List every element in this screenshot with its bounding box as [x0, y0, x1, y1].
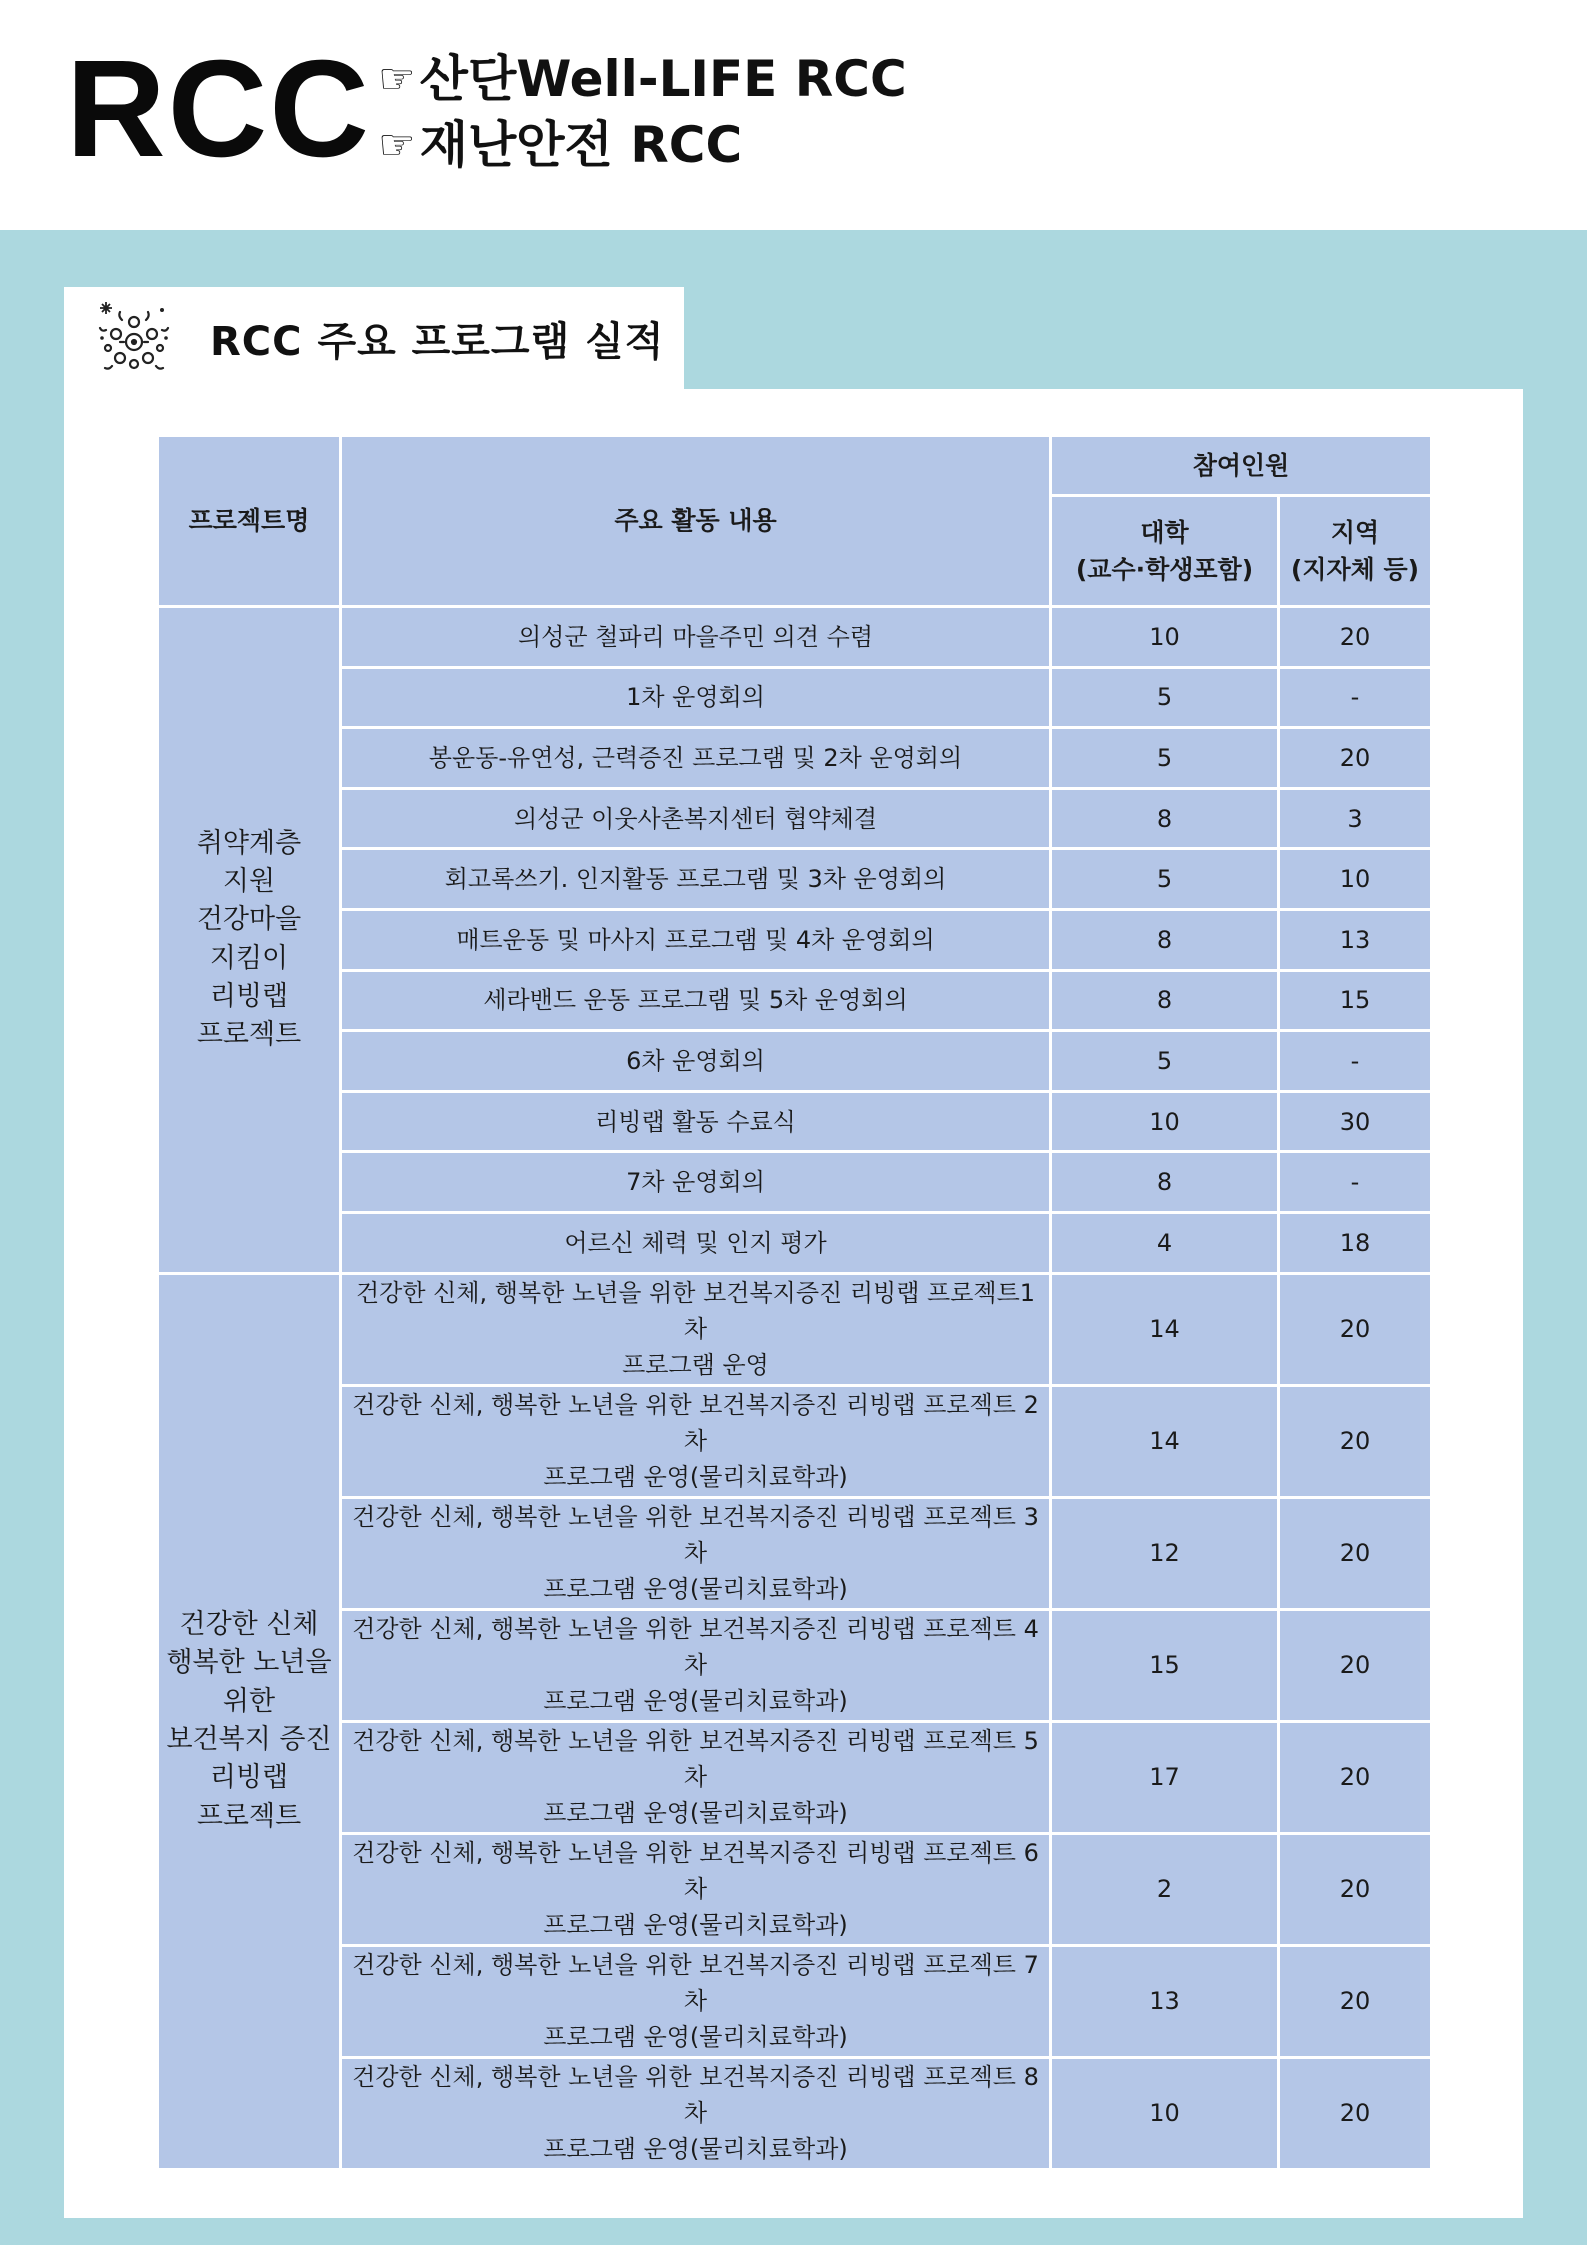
activity-cell: 매트운동 및 마사지 프로그램 및 4차 운영회의 [341, 909, 1051, 970]
table-row [158, 788, 1432, 849]
project-name-line: 보건복지 증진 [166, 1724, 332, 1756]
region-count-cell: 20 [1279, 607, 1432, 668]
table-row [158, 1497, 1432, 1609]
region-count-cell: 18 [1279, 1212, 1432, 1273]
region-count-cell: 20 [1279, 1497, 1432, 1609]
header-participants: 참여인원 [1051, 436, 1432, 496]
university-count-cell: 4 [1051, 1212, 1279, 1273]
university-count-cell: 5 [1051, 728, 1279, 789]
link-disaster-safety-rcc[interactable] [378, 112, 907, 178]
header-region-line1: 지역 [1330, 517, 1380, 547]
link-label: 재난안전 RCC [419, 116, 743, 174]
activity-cell [341, 1833, 1051, 1945]
section-tab [64, 287, 684, 389]
university-count-cell: 8 [1051, 1152, 1279, 1213]
region-count-cell: 15 [1279, 970, 1432, 1031]
activity-cell [341, 1273, 1051, 1385]
activity-line: 프로그램 운영(물리치료학과) [543, 1463, 848, 1492]
university-count-cell: 13 [1051, 1945, 1279, 2057]
activity-cell: 1차 운영회의 [341, 667, 1051, 728]
table-row [158, 1031, 1432, 1092]
activity-cell [341, 2057, 1051, 2169]
activity-line: 건강한 신체, 행복한 노년을 위한 보건복지증진 리빙랩 프로젝트 6차 [352, 1839, 1039, 1904]
header-activity: 주요 활동 내용 [341, 436, 1051, 607]
activity-cell: 의성군 철파리 마을주민 의견 수렴 [341, 607, 1051, 668]
university-count-cell: 10 [1051, 607, 1279, 668]
project-name-line: 행복한 노년을 [166, 1647, 332, 1679]
activity-line: 프로그램 운영(물리치료학과) [543, 1911, 848, 1940]
project-name-line: 리빙랩 [209, 1762, 289, 1794]
project-name-cell [158, 607, 341, 1274]
university-count-cell: 12 [1051, 1497, 1279, 1609]
region-count-cell: 10 [1279, 849, 1432, 910]
virus-icon [94, 298, 174, 378]
university-count-cell: 14 [1051, 1385, 1279, 1497]
table-row [158, 1212, 1432, 1273]
pointing-hand-icon: ☞ [378, 54, 416, 103]
header-university-line1: 대학 [1140, 517, 1189, 547]
activity-cell: 리빙랩 활동 수료식 [341, 1091, 1051, 1152]
table-row [158, 970, 1432, 1031]
university-count-cell: 15 [1051, 1609, 1279, 1721]
activity-line: 프로그램 운영(물리치료학과) [543, 2135, 848, 2164]
activity-cell: 봉운동-유연성, 근력증진 프로그램 및 2차 운영회의 [341, 728, 1051, 789]
activity-line: 건강한 신체, 행복한 노년을 위한 보건복지증진 리빙랩 프로젝트 7차 [352, 1951, 1039, 2016]
university-count-cell: 5 [1051, 667, 1279, 728]
activity-line: 프로그램 운영 [622, 1351, 769, 1380]
region-count-cell: 13 [1279, 909, 1432, 970]
activity-line: 프로그램 운영(물리치료학과) [543, 1799, 848, 1828]
activity-cell [341, 1721, 1051, 1833]
activity-cell: 6차 운영회의 [341, 1031, 1051, 1092]
table-row [158, 1721, 1432, 1833]
activity-cell: 세라밴드 운동 프로그램 및 5차 운영회의 [341, 970, 1051, 1031]
header-university-line2: (교수·학생포함) [1075, 555, 1254, 584]
region-count-cell: 20 [1279, 1609, 1432, 1721]
pointing-hand-icon: ☞ [378, 120, 416, 169]
table-row [158, 1273, 1432, 1385]
page-header [0, 0, 1587, 230]
activity-line: 건강한 신체, 행복한 노년을 위한 보건복지증진 리빙랩 프로젝트 2차 [352, 1391, 1039, 1456]
section-title: RCC 주요 프로그램 실적 [210, 318, 665, 365]
table-row [158, 909, 1432, 970]
university-count-cell: 8 [1051, 970, 1279, 1031]
university-count-cell: 5 [1051, 849, 1279, 910]
table-row [158, 1091, 1432, 1152]
region-count-cell: 3 [1279, 788, 1432, 849]
table-row [158, 1945, 1432, 2057]
header-university [1051, 496, 1279, 607]
program-results-table [156, 434, 1433, 2171]
project-name-line: 지킴이 [209, 942, 289, 974]
table-row [158, 2057, 1432, 2169]
project-name-line: 건강마을 [196, 904, 302, 936]
project-name-line: 위한 [222, 1685, 276, 1717]
project-name-line: 건강한 신체 [179, 1609, 319, 1641]
header-project: 프로젝트명 [158, 436, 341, 607]
table-row [158, 728, 1432, 789]
activity-line: 건강한 신체, 행복한 노년을 위한 보건복지증진 리빙랩 프로젝트 3차 [352, 1503, 1039, 1568]
activity-cell: 어르신 체력 및 인지 평가 [341, 1212, 1051, 1273]
university-count-cell: 17 [1051, 1721, 1279, 1833]
region-count-cell: 20 [1279, 1945, 1432, 2057]
table-row [158, 1833, 1432, 1945]
region-count-cell: 20 [1279, 1721, 1432, 1833]
header-region-line2: (지자체 등) [1290, 555, 1420, 584]
activity-line: 건강한 신체, 행복한 노년을 위한 보건복지증진 리빙랩 프로젝트 8차 [352, 2063, 1039, 2128]
university-count-cell: 8 [1051, 788, 1279, 849]
university-count-cell: 5 [1051, 1031, 1279, 1092]
project-name-line: 취약계층 [196, 827, 302, 859]
region-count-cell: - [1279, 1152, 1432, 1213]
project-name-line: 지원 [222, 866, 276, 898]
region-count-cell: 20 [1279, 2057, 1432, 2169]
link-sandan-well-life-rcc[interactable] [378, 46, 907, 112]
activity-cell [341, 1497, 1051, 1609]
activity-line: 프로그램 운영(물리치료학과) [543, 1687, 848, 1716]
region-count-cell: 30 [1279, 1091, 1432, 1152]
university-count-cell: 14 [1051, 1273, 1279, 1385]
table-row [158, 1152, 1432, 1213]
activity-line: 건강한 신체, 행복한 노년을 위한 보건복지증진 리빙랩 프로젝트 5차 [352, 1727, 1039, 1792]
university-count-cell: 10 [1051, 2057, 1279, 2169]
region-count-cell: - [1279, 1031, 1432, 1092]
link-label: 산단Well-LIFE RCC [419, 50, 907, 108]
activity-cell [341, 1385, 1051, 1497]
brand-title: RCC [66, 32, 371, 186]
university-count-cell: 8 [1051, 909, 1279, 970]
project-name-line: 프로젝트 [196, 1800, 302, 1832]
table-row [158, 607, 1432, 668]
university-count-cell: 10 [1051, 1091, 1279, 1152]
activity-line: 건강한 신체, 행복한 노년을 위한 보건복지증진 리빙랩 프로젝트1차 [355, 1279, 1036, 1344]
project-name-line: 리빙랩 [209, 981, 289, 1013]
table-row [158, 667, 1432, 728]
activity-cell: 7차 운영회의 [341, 1152, 1051, 1213]
activity-cell: 회고록쓰기. 인지활동 프로그램 및 3차 운영회의 [341, 849, 1051, 910]
table-row [158, 1385, 1432, 1497]
university-count-cell: 2 [1051, 1833, 1279, 1945]
activity-line: 건강한 신체, 행복한 노년을 위한 보건복지증진 리빙랩 프로젝트 4차 [352, 1615, 1039, 1680]
activity-line: 프로그램 운영(물리치료학과) [543, 2023, 848, 2052]
region-count-cell: 20 [1279, 1833, 1432, 1945]
region-count-cell: 20 [1279, 728, 1432, 789]
region-count-cell: 20 [1279, 1273, 1432, 1385]
activity-cell [341, 1609, 1051, 1721]
table-row [158, 849, 1432, 910]
activity-cell: 의성군 이웃사촌복지센터 협약체결 [341, 788, 1051, 849]
project-name-cell [158, 1273, 341, 2169]
activity-cell [341, 1945, 1051, 2057]
header-links [378, 46, 907, 178]
header-region [1279, 496, 1432, 607]
region-count-cell: - [1279, 667, 1432, 728]
table-row [158, 1609, 1432, 1721]
region-count-cell: 20 [1279, 1385, 1432, 1497]
activity-line: 프로그램 운영(물리치료학과) [543, 1575, 848, 1604]
project-name-line: 프로젝트 [196, 1019, 302, 1051]
